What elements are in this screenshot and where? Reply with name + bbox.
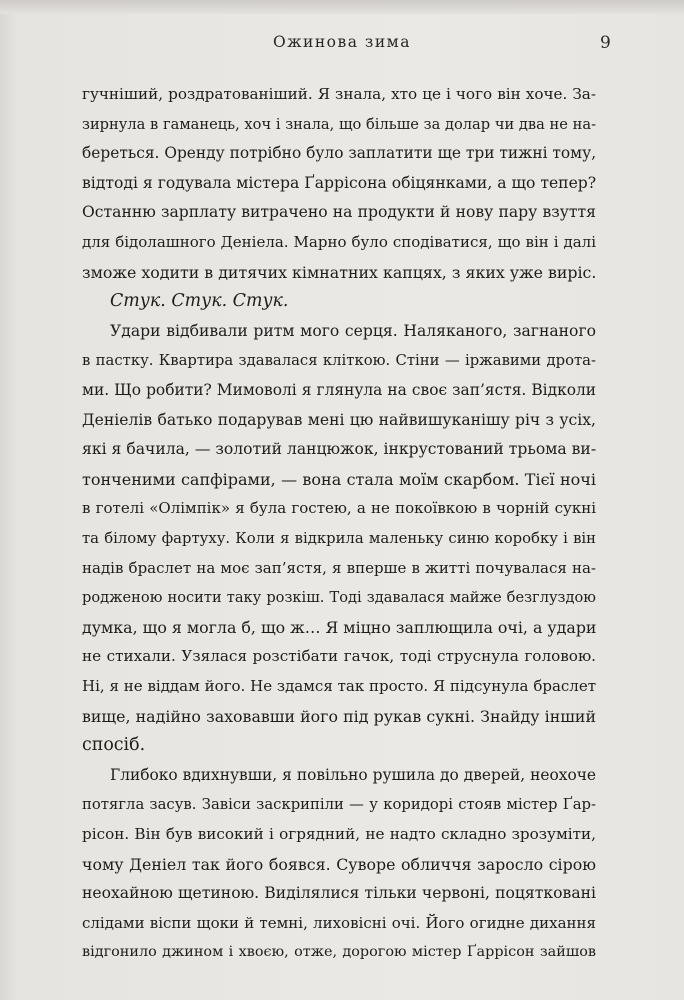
text-line: чому Деніел так його боявся. Суворе обличчя заросло сірою — [82, 854, 596, 874]
text-line: зирнула в гаманець, хоч і знала, що більше за долар чи два не на- — [82, 115, 596, 133]
text-line: надів браслет на моє зап’ястя, я вперше в житті почувалася на- — [82, 558, 596, 577]
text-line: рісон. Він був високий і огрядний, не надто складно зрозуміти, — [82, 825, 596, 843]
text-line: спосіб. — [82, 735, 146, 756]
text-line: Глибоко вдихнувши, я повільно рушила до дверей, неохоче — [110, 765, 596, 784]
text-line: думка, що я могла б, що ж… Я міцно заплющила очі, а удари — [82, 617, 597, 637]
text-line: для бідолашного Деніела. Марно було сподіватися, що він і далі — [82, 233, 596, 251]
text-line: гучніший, роздратованіший. Я знала, хто це і чого він хоче. За- — [82, 85, 596, 103]
text-line: неохайною щетиною. Виділялися тільки червоні, поцятковані — [82, 884, 596, 903]
text-line: відтоді я годувала містера Ґаррісона обіцянками, а що тепер? — [82, 173, 597, 192]
text-line: Деніелів батько подарував мені цю найвишуканішу річ з усіх, — [82, 410, 596, 429]
text-line: вище, надійно заховавши його під рукав сукні. Знайду інший — [82, 706, 596, 726]
text-line: потягла засув. Завіси заскрипіли — у коридорі стояв містер Ґар- — [82, 796, 596, 814]
text-line: зможе ходити в дитячих кімнатних капцях, з яких уже виріс. — [82, 262, 597, 282]
text-line: в готелі «Олімпік» я була гостею, а не покоївкою в чорній сукні — [82, 499, 596, 518]
text-line: родженою носити таку розкіш. Тоді здавалася майже безглуздою — [82, 589, 596, 607]
running-head — [0, 33, 684, 57]
text-line: Ні, я не віддам його. Не здамся так просто. Я підсунула браслет — [82, 677, 596, 695]
text-line: Останню зарплату витрачено на продукти й нову пару взуття — [82, 203, 596, 222]
page-number: 9 — [600, 33, 611, 53]
text-line: слідами віспи щоки й темні, лиховісні очі. Його огидне дихання — [82, 913, 596, 932]
text-line: в пастку. Квартира здавалася кліткою. Стіни — іржавими дрота- — [82, 352, 596, 370]
text-line: не стихали. Узялася розстібати гачок, тоді струснула головою. — [82, 647, 596, 666]
body-text — [82, 80, 596, 968]
text-line: Удари відбивали ритм мого серця. Наляканого, загнаного — [110, 321, 596, 340]
text-line: та білому фартуху. Коли я відкрила маленьку синю коробку і він — [82, 530, 596, 547]
text-line-italic: Стук. Стук. Стук. — [110, 291, 289, 312]
running-title: Ожинова зима — [273, 33, 411, 51]
text-line: тонченими сапфірами, — вона стала моїм скарбом. Тієї ночі — [82, 469, 596, 489]
text-line: береться. Оренду потрібно було заплатити ще три тижні тому, — [82, 144, 597, 163]
text-line: ми. Що робити? Мимоволі я глянула на своє зап’ястя. Відколи — [82, 381, 596, 399]
text-line: відгонило джином і хвоєю, отже, дорогою містер Ґаррісон зайшов — [82, 944, 596, 961]
page-top-shadow — [0, 0, 684, 14]
text-line: які я бачила, — золотий ланцюжок, інкрустований трьома ви- — [82, 440, 597, 459]
